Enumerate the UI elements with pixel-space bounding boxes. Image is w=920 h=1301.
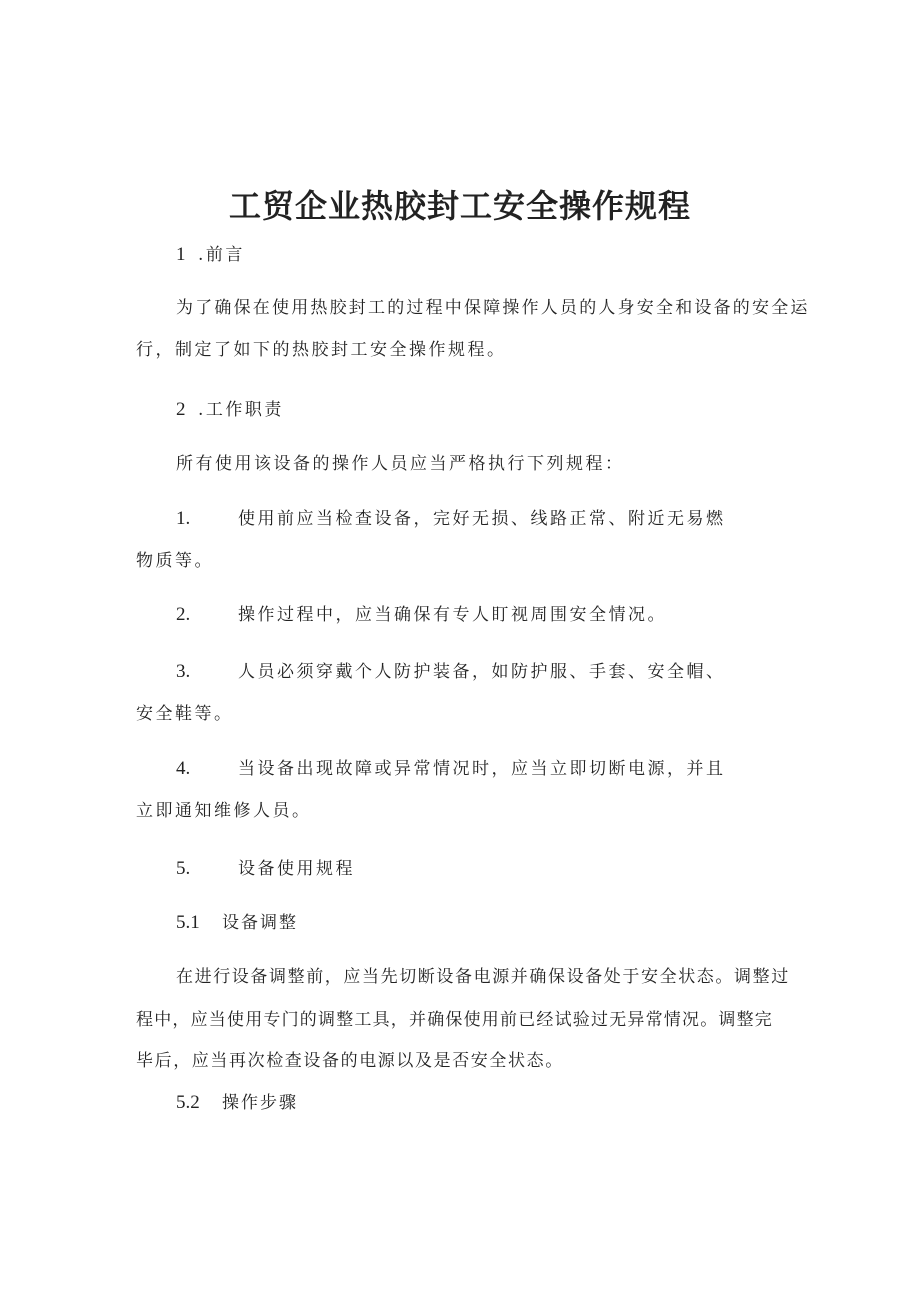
section-1-number: 1 [176, 244, 186, 265]
list-item-number: 3. [176, 661, 191, 682]
subsection-5-1-paragraph-line: 毕后，应当再次检查设备的电源以及是否安全状态。 [136, 1051, 564, 1071]
subsection-5-2-heading: 操作步骤 [222, 1093, 298, 1113]
subsection-5-1-heading: 设备调整 [222, 913, 298, 933]
section-1-heading: .前言 [198, 245, 245, 265]
list-item-text: 立即通知维修人员。 [136, 801, 312, 821]
section-2-heading: .工作职责 [198, 400, 284, 420]
section-2-intro: 所有使用该设备的操作人员应当严格执行下列规程： [176, 454, 625, 474]
list-item-number: 2. [176, 604, 191, 625]
list-item-text: 人员必须穿戴个人防护装备，如防护服、手套、安全帽、 [238, 662, 726, 682]
section-1-paragraph-line: 为了确保在使用热胶封工的过程中保障操作人员的人身安全和设备的安全运 [176, 298, 810, 318]
section-5-heading: 设备使用规程 [238, 859, 355, 879]
section-1-paragraph-line: 行，制定了如下的热胶封工安全操作规程。 [136, 340, 507, 360]
list-item-text: 当设备出现故障或异常情况时，应当立即切断电源，并且 [238, 759, 726, 779]
list-item-number: 4. [176, 758, 191, 779]
subsection-5-1-number: 5.1 [176, 912, 200, 933]
subsection-5-2-number: 5.2 [176, 1092, 200, 1113]
section-5-number: 5. [176, 858, 191, 879]
subsection-5-1-paragraph-line: 程中，应当使用专门的调整工具，并确保使用前已经试验过无异常情况。调整完 [136, 1010, 773, 1030]
list-item-text: 安全鞋等。 [136, 704, 234, 724]
subsection-5-1-paragraph-line: 在进行设备调整前，应当先切断设备电源并确保设备处于安全状态。调整过 [176, 967, 790, 987]
section-2-number: 2 [176, 399, 186, 420]
list-item-text: 物质等。 [136, 551, 214, 571]
list-item-text: 操作过程中，应当确保有专人盯视周围安全情况。 [238, 605, 667, 625]
list-item-text: 使用前应当检查设备，完好无损、线路正常、附近无易燃 [238, 509, 726, 529]
list-item-number: 1. [176, 508, 191, 529]
document-title: 工贸企业热胶封工安全操作规程 [228, 187, 691, 225]
